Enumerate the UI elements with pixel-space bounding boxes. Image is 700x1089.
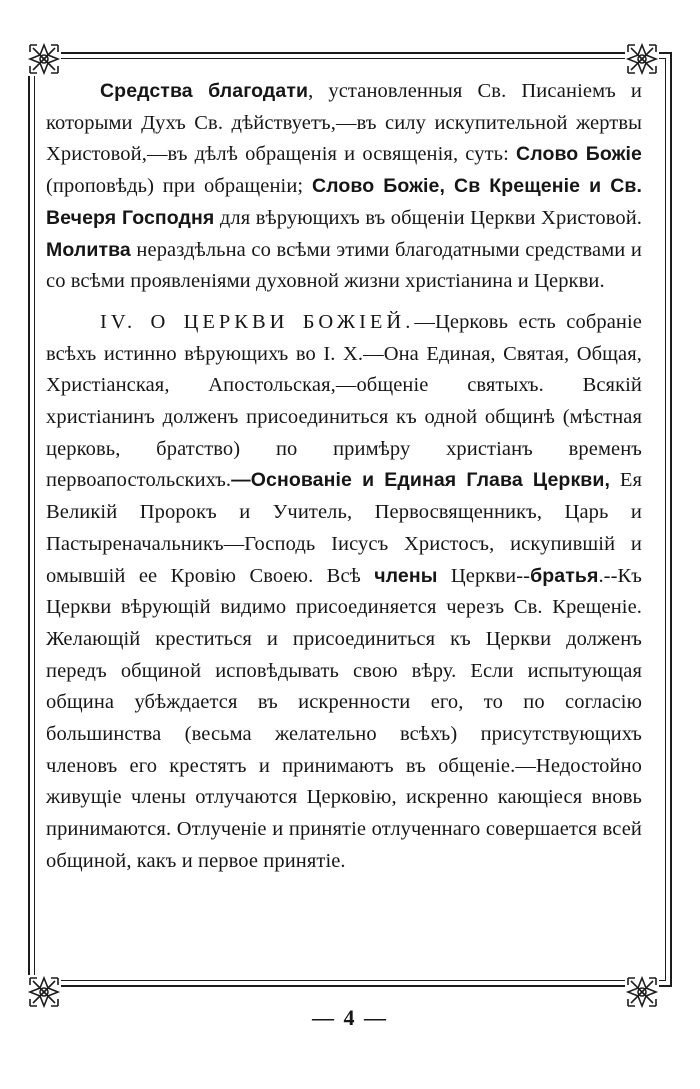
section-heading-church: IV. О ЦЕРКВИ БОЖІЕЙ. bbox=[100, 310, 415, 333]
text-run: нераздѣльна со всѣми этими благодатными средствами и со всѣми проявленіями духовной жизни христіанина и Церкви. bbox=[46, 238, 642, 293]
page-number: — 4 — bbox=[312, 1005, 388, 1030]
text-run: (проповѣдь) при обращеніи; bbox=[46, 175, 312, 198]
term-sacraments: Слово Божіе, Св Крещеніе и Св. Вечеря Господня bbox=[46, 175, 642, 229]
text-run: , установленныя Св. Писаніемъ и которыми Духъ Св. дѣйствуетъ,—въ силу искупительной жертвы Христовой,—въ дѣлѣ обращенія и освященія, суть: bbox=[46, 80, 642, 166]
corner-ornament-icon bbox=[625, 975, 659, 1009]
term-brothers: братья bbox=[530, 564, 599, 587]
text-run: —Церковь есть собраніе всѣхъ истинно вѣрующихъ во І. Х.—Она Единая, Святая, Общая, Христіанская, Апостольская,—общеніе святыхъ. Всякій христіанинъ долженъ присоединиться къ одной общинѣ (мѣстная церковь, братство) по примѣру христіанъ временъ первоапостольскихъ. bbox=[46, 310, 642, 492]
term-members: члены bbox=[374, 564, 438, 587]
page-text bbox=[46, 76, 642, 878]
text-run: для вѣрующихъ въ общеніи Церкви Христовой. bbox=[214, 206, 642, 229]
paragraph-church bbox=[46, 307, 642, 878]
term-prayer: Молитва bbox=[46, 238, 131, 261]
term-word-of-god: Слово Божіе bbox=[516, 143, 642, 166]
term-foundation: —Основаніе и Единая Глава Церкви, bbox=[231, 469, 610, 492]
text-run: Ея Великій Пророкъ и Учитель, Первосвященникъ, Царь и Пастыреначальникъ—Господь Іисусъ Христосъ, искупившій и омывшій ее Кровію Своею. Всѣ bbox=[46, 469, 642, 587]
corner-ornament-icon bbox=[27, 975, 61, 1009]
corner-ornament-icon bbox=[27, 42, 61, 76]
text-run: .--Къ Церкви вѣрующій видимо присоединяется черезъ Св. Крещеніе. Желающій креститься и присоединиться къ Церкви долженъ передъ общиной исповѣдывать свою вѣру. Если испытующая община убѣждается въ искренности его, то по согласію большинства (весьма желательно всѣхъ) присутствующихъ членовъ его крестятъ и принимаютъ въ общеніе.—Недостойно живущіе члены отлучаются Церковію, искренно кающіеся вновь принимаются. Отлученіе и принятіе отлученнаго совершается всей общиной, какъ и первое принятіе. bbox=[46, 564, 642, 872]
corner-ornament-icon bbox=[625, 42, 659, 76]
paragraph-means-of-grace bbox=[46, 76, 642, 298]
text-run: Церкви-- bbox=[437, 564, 531, 587]
term-means-of-grace: Средства благодати bbox=[100, 80, 309, 102]
